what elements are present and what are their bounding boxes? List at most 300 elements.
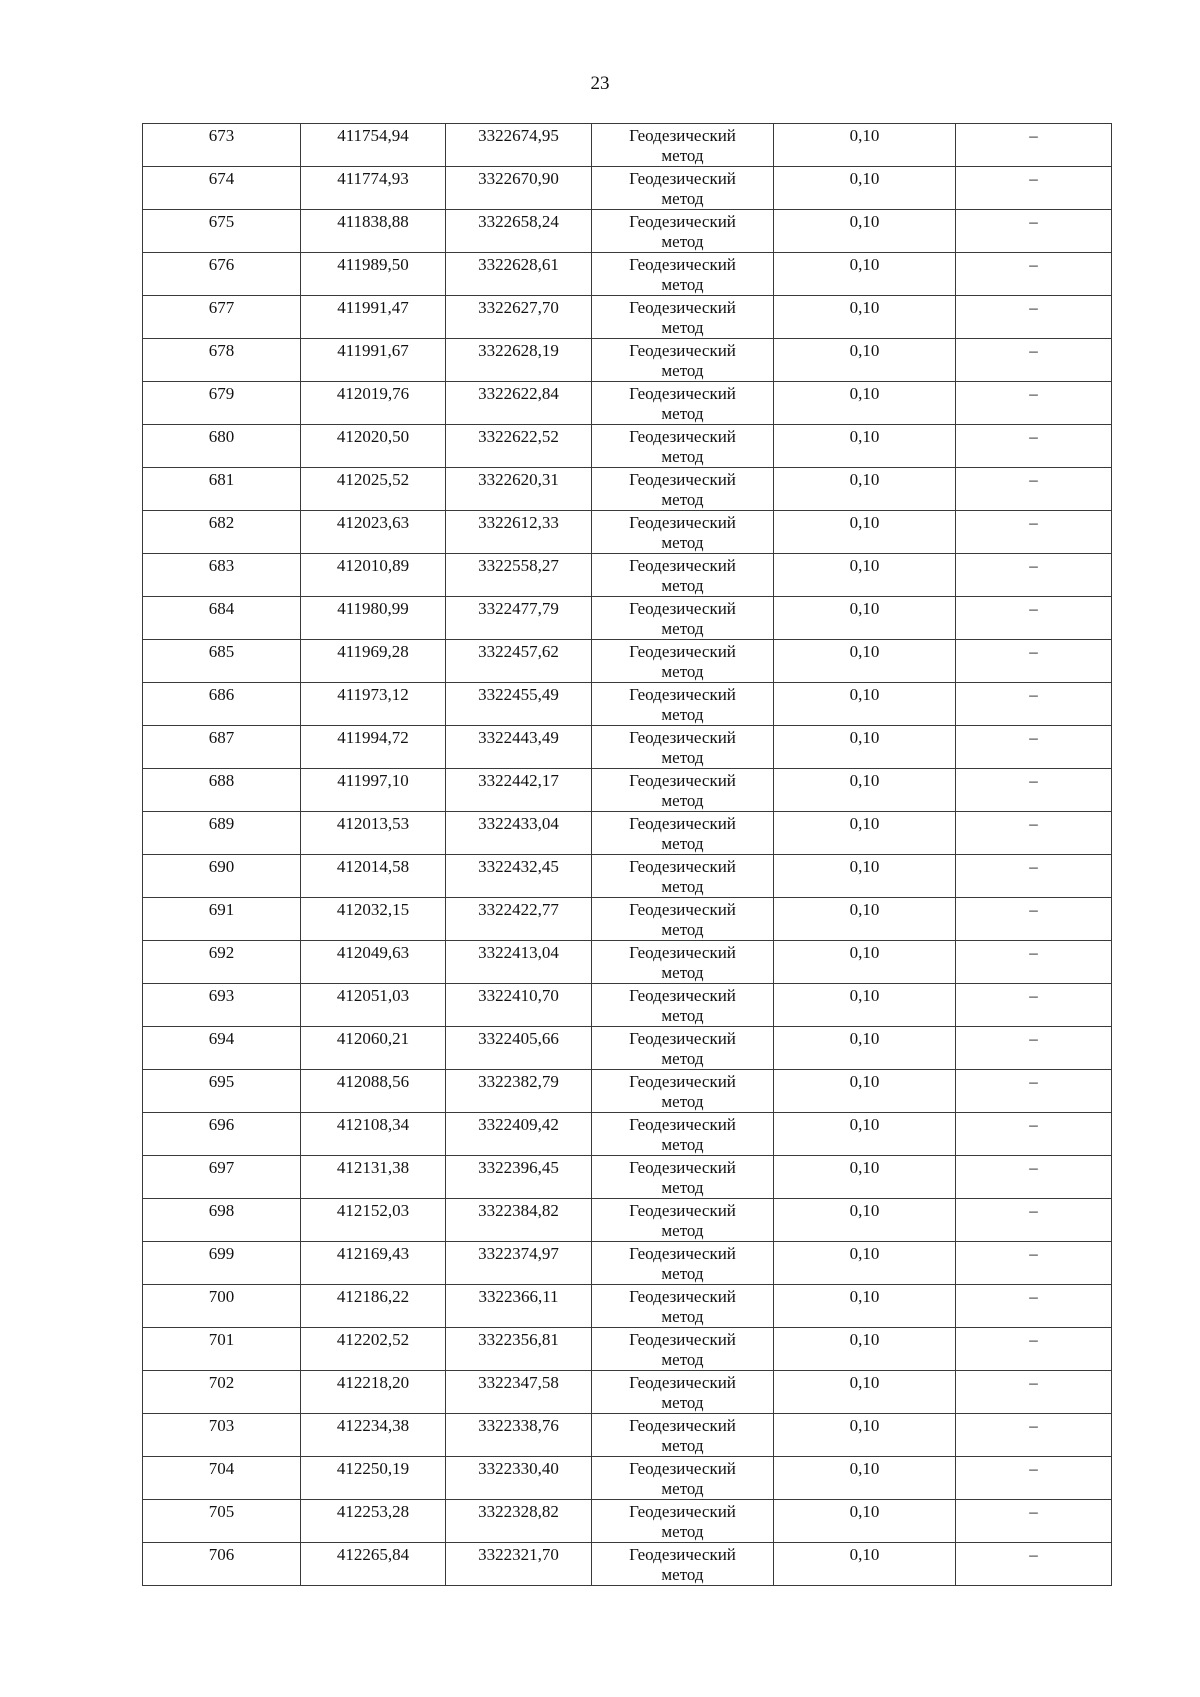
y-coordinate-cell-text: 3322670,90 bbox=[478, 169, 559, 188]
y-coordinate-cell bbox=[446, 425, 592, 468]
point-number-cell bbox=[143, 1414, 301, 1457]
note-cell bbox=[956, 769, 1112, 812]
x-coordinate-cell bbox=[301, 339, 446, 382]
accuracy-cell bbox=[774, 1070, 956, 1113]
table-row bbox=[143, 941, 1112, 984]
point-number-cell bbox=[143, 1199, 301, 1242]
y-coordinate-cell-text: 3322477,79 bbox=[478, 599, 559, 618]
accuracy-cell-text: 0,10 bbox=[849, 1373, 880, 1392]
y-coordinate-cell-text: 3322620,31 bbox=[478, 470, 559, 489]
method-line-2: метод bbox=[661, 576, 704, 595]
x-coordinate-cell-text: 411997,10 bbox=[337, 771, 409, 790]
note-cell-text: – bbox=[1029, 857, 1038, 876]
x-coordinate-cell-text: 412131,38 bbox=[336, 1158, 410, 1177]
method-line-2: метод bbox=[661, 834, 704, 853]
note-cell bbox=[956, 339, 1112, 382]
x-coordinate-cell bbox=[301, 1543, 446, 1586]
note-cell-text: – bbox=[1029, 1416, 1038, 1435]
table-row bbox=[143, 1457, 1112, 1500]
point-number-cell bbox=[143, 1500, 301, 1543]
point-number-cell-text: 696 bbox=[208, 1115, 235, 1134]
method-line-1: Геодезический bbox=[629, 943, 736, 962]
y-coordinate-cell-text: 3322384,82 bbox=[478, 1201, 559, 1220]
note-cell bbox=[956, 1113, 1112, 1156]
point-number-cell bbox=[143, 167, 301, 210]
point-number-cell-text: 677 bbox=[208, 298, 235, 317]
method-cell bbox=[592, 1156, 774, 1199]
y-coordinate-cell bbox=[446, 1070, 592, 1113]
point-number-cell-text: 678 bbox=[208, 341, 235, 360]
method-line-2: метод bbox=[661, 447, 704, 466]
point-number-cell-text: 684 bbox=[208, 599, 235, 618]
accuracy-cell bbox=[774, 167, 956, 210]
y-coordinate-cell bbox=[446, 855, 592, 898]
table-row bbox=[143, 425, 1112, 468]
y-coordinate-cell-text: 3322356,81 bbox=[478, 1330, 559, 1349]
coordinates-table bbox=[142, 123, 1112, 1586]
accuracy-cell bbox=[774, 1113, 956, 1156]
method-cell bbox=[592, 1500, 774, 1543]
method-cell bbox=[592, 1027, 774, 1070]
accuracy-cell bbox=[774, 1027, 956, 1070]
note-cell-text: – bbox=[1029, 212, 1038, 231]
note-cell-text: – bbox=[1029, 685, 1038, 704]
accuracy-cell bbox=[774, 554, 956, 597]
method-cell bbox=[592, 1371, 774, 1414]
note-cell-text: – bbox=[1029, 1244, 1038, 1263]
table-row bbox=[143, 1500, 1112, 1543]
note-cell-text: – bbox=[1029, 1158, 1038, 1177]
method-line-2: метод bbox=[661, 1178, 704, 1197]
x-coordinate-cell-text: 412152,03 bbox=[336, 1201, 410, 1220]
note-cell bbox=[956, 1156, 1112, 1199]
note-cell-text: – bbox=[1029, 298, 1038, 317]
method-cell bbox=[592, 1070, 774, 1113]
method-line-1: Геодезический bbox=[629, 1287, 736, 1306]
table-row bbox=[143, 382, 1112, 425]
method-cell bbox=[592, 339, 774, 382]
method-line-1: Геодезический bbox=[629, 1029, 736, 1048]
note-cell-text: – bbox=[1029, 900, 1038, 919]
note-cell-text: – bbox=[1029, 1459, 1038, 1478]
accuracy-cell-text: 0,10 bbox=[849, 470, 880, 489]
note-cell-text: – bbox=[1029, 943, 1038, 962]
point-number-cell bbox=[143, 941, 301, 984]
point-number-cell bbox=[143, 1285, 301, 1328]
method-cell bbox=[592, 554, 774, 597]
accuracy-cell-text: 0,10 bbox=[849, 857, 880, 876]
y-coordinate-cell bbox=[446, 296, 592, 339]
accuracy-cell-text: 0,10 bbox=[849, 642, 880, 661]
method-line-2: метод bbox=[661, 662, 704, 681]
accuracy-cell-text: 0,10 bbox=[849, 1287, 880, 1306]
table-row bbox=[143, 769, 1112, 812]
note-cell bbox=[956, 683, 1112, 726]
x-coordinate-cell bbox=[301, 1199, 446, 1242]
accuracy-cell bbox=[774, 769, 956, 812]
accuracy-cell-text: 0,10 bbox=[849, 771, 880, 790]
point-number-cell bbox=[143, 124, 301, 167]
note-cell bbox=[956, 898, 1112, 941]
table-row bbox=[143, 554, 1112, 597]
method-line-1: Геодезический bbox=[629, 1373, 736, 1392]
accuracy-cell-text: 0,10 bbox=[849, 298, 880, 317]
point-number-cell bbox=[143, 640, 301, 683]
point-number-cell-text: 691 bbox=[208, 900, 235, 919]
accuracy-cell bbox=[774, 1285, 956, 1328]
accuracy-cell bbox=[774, 941, 956, 984]
y-coordinate-cell bbox=[446, 640, 592, 683]
method-line-1: Геодезический bbox=[629, 1330, 736, 1349]
accuracy-cell-text: 0,10 bbox=[849, 384, 880, 403]
point-number-cell bbox=[143, 1113, 301, 1156]
y-coordinate-cell-text: 3322396,45 bbox=[478, 1158, 559, 1177]
note-cell bbox=[956, 1199, 1112, 1242]
method-cell bbox=[592, 984, 774, 1027]
point-number-cell-text: 683 bbox=[208, 556, 235, 575]
table-row bbox=[143, 296, 1112, 339]
method-line-2: метод bbox=[661, 1522, 704, 1541]
y-coordinate-cell-text: 3322627,70 bbox=[478, 298, 559, 317]
x-coordinate-cell bbox=[301, 468, 446, 511]
point-number-cell-text: 676 bbox=[208, 255, 235, 274]
y-coordinate-cell bbox=[446, 1543, 592, 1586]
point-number-cell-text: 682 bbox=[208, 513, 235, 532]
y-coordinate-cell bbox=[446, 1500, 592, 1543]
y-coordinate-cell bbox=[446, 726, 592, 769]
method-cell bbox=[592, 941, 774, 984]
note-cell-text: – bbox=[1029, 1502, 1038, 1521]
accuracy-cell-text: 0,10 bbox=[849, 126, 880, 145]
method-line-1: Геодезический bbox=[629, 642, 736, 661]
x-coordinate-cell bbox=[301, 1371, 446, 1414]
table-row bbox=[143, 1371, 1112, 1414]
method-line-1: Геодезический bbox=[629, 255, 736, 274]
point-number-cell bbox=[143, 1371, 301, 1414]
method-cell bbox=[592, 167, 774, 210]
point-number-cell bbox=[143, 984, 301, 1027]
note-cell bbox=[956, 1328, 1112, 1371]
point-number-cell-text: 681 bbox=[208, 470, 235, 489]
note-cell-text: – bbox=[1029, 513, 1038, 532]
method-cell bbox=[592, 1457, 774, 1500]
y-coordinate-cell bbox=[446, 339, 592, 382]
method-line-2: метод bbox=[661, 877, 704, 896]
table-row bbox=[143, 984, 1112, 1027]
x-coordinate-cell-text: 412020,50 bbox=[336, 427, 410, 446]
y-coordinate-cell bbox=[446, 1242, 592, 1285]
table-row bbox=[143, 124, 1112, 167]
method-cell bbox=[592, 640, 774, 683]
table-row bbox=[143, 1242, 1112, 1285]
table-row bbox=[143, 1070, 1112, 1113]
point-number-cell bbox=[143, 1328, 301, 1371]
y-coordinate-cell-text: 3322622,84 bbox=[478, 384, 559, 403]
y-coordinate-cell bbox=[446, 554, 592, 597]
note-cell bbox=[956, 296, 1112, 339]
point-number-cell bbox=[143, 554, 301, 597]
accuracy-cell bbox=[774, 683, 956, 726]
x-coordinate-cell-text: 411989,50 bbox=[337, 255, 409, 274]
table-row bbox=[143, 210, 1112, 253]
y-coordinate-cell-text: 3322442,17 bbox=[478, 771, 559, 790]
y-coordinate-cell-text: 3322338,76 bbox=[478, 1416, 559, 1435]
accuracy-cell-text: 0,10 bbox=[849, 1330, 880, 1349]
method-line-1: Геодезический bbox=[629, 513, 736, 532]
y-coordinate-cell bbox=[446, 1156, 592, 1199]
x-coordinate-cell-text: 412023,63 bbox=[336, 513, 410, 532]
x-coordinate-cell-text: 411994,72 bbox=[337, 728, 409, 747]
accuracy-cell-text: 0,10 bbox=[849, 1115, 880, 1134]
y-coordinate-cell-text: 3322374,97 bbox=[478, 1244, 559, 1263]
method-line-2: метод bbox=[661, 748, 704, 767]
note-cell bbox=[956, 167, 1112, 210]
y-coordinate-cell-text: 3322382,79 bbox=[478, 1072, 559, 1091]
note-cell-text: – bbox=[1029, 1545, 1038, 1564]
note-cell-text: – bbox=[1029, 1115, 1038, 1134]
point-number-cell bbox=[143, 382, 301, 425]
table-row bbox=[143, 1414, 1112, 1457]
note-cell-text: – bbox=[1029, 169, 1038, 188]
method-line-1: Геодезический bbox=[629, 1115, 736, 1134]
method-cell bbox=[592, 726, 774, 769]
table-row bbox=[143, 1156, 1112, 1199]
note-cell-text: – bbox=[1029, 642, 1038, 661]
method-cell bbox=[592, 511, 774, 554]
y-coordinate-cell bbox=[446, 683, 592, 726]
point-number-cell-text: 690 bbox=[208, 857, 235, 876]
point-number-cell bbox=[143, 769, 301, 812]
y-coordinate-cell bbox=[446, 382, 592, 425]
method-cell bbox=[592, 1414, 774, 1457]
point-number-cell-text: 700 bbox=[208, 1287, 235, 1306]
method-cell bbox=[592, 382, 774, 425]
x-coordinate-cell bbox=[301, 898, 446, 941]
accuracy-cell-text: 0,10 bbox=[849, 986, 880, 1005]
note-cell-text: – bbox=[1029, 341, 1038, 360]
method-cell bbox=[592, 1199, 774, 1242]
x-coordinate-cell-text: 412014,58 bbox=[336, 857, 410, 876]
point-number-cell-text: 704 bbox=[208, 1459, 235, 1478]
point-number-cell-text: 701 bbox=[208, 1330, 235, 1349]
method-line-1: Геодезический bbox=[629, 1416, 736, 1435]
point-number-cell-text: 687 bbox=[208, 728, 235, 747]
page-number: 23 bbox=[590, 73, 610, 94]
note-cell bbox=[956, 812, 1112, 855]
accuracy-cell-text: 0,10 bbox=[849, 255, 880, 274]
point-number-cell bbox=[143, 1156, 301, 1199]
point-number-cell-text: 692 bbox=[208, 943, 235, 962]
y-coordinate-cell bbox=[446, 511, 592, 554]
method-cell bbox=[592, 1242, 774, 1285]
method-line-2: метод bbox=[661, 1006, 704, 1025]
note-cell bbox=[956, 382, 1112, 425]
method-line-2: метод bbox=[661, 1393, 704, 1412]
point-number-cell-text: 674 bbox=[208, 169, 235, 188]
method-cell bbox=[592, 1285, 774, 1328]
note-cell-text: – bbox=[1029, 771, 1038, 790]
note-cell-text: – bbox=[1029, 728, 1038, 747]
note-cell-text: – bbox=[1029, 986, 1038, 1005]
accuracy-cell bbox=[774, 984, 956, 1027]
method-cell bbox=[592, 1543, 774, 1586]
x-coordinate-cell-text: 412234,38 bbox=[336, 1416, 410, 1435]
y-coordinate-cell bbox=[446, 1199, 592, 1242]
y-coordinate-cell-text: 3322455,49 bbox=[478, 685, 559, 704]
point-number-cell-text: 675 bbox=[208, 212, 235, 231]
note-cell-text: – bbox=[1029, 1201, 1038, 1220]
accuracy-cell-text: 0,10 bbox=[849, 341, 880, 360]
point-number-cell-text: 697 bbox=[208, 1158, 235, 1177]
point-number-cell bbox=[143, 898, 301, 941]
method-line-2: метод bbox=[661, 1350, 704, 1369]
method-line-2: метод bbox=[661, 1565, 704, 1584]
method-line-1: Геодезический bbox=[629, 1545, 736, 1564]
accuracy-cell-text: 0,10 bbox=[849, 1545, 880, 1564]
x-coordinate-cell-text: 412013,53 bbox=[336, 814, 410, 833]
y-coordinate-cell bbox=[446, 1457, 592, 1500]
x-coordinate-cell bbox=[301, 1285, 446, 1328]
note-cell bbox=[956, 984, 1112, 1027]
method-line-1: Геодезический bbox=[629, 126, 736, 145]
x-coordinate-cell bbox=[301, 554, 446, 597]
method-line-1: Геодезический bbox=[629, 857, 736, 876]
note-cell-text: – bbox=[1029, 384, 1038, 403]
note-cell bbox=[956, 1070, 1112, 1113]
method-cell bbox=[592, 296, 774, 339]
point-number-cell bbox=[143, 339, 301, 382]
y-coordinate-cell-text: 3322612,33 bbox=[478, 513, 559, 532]
y-coordinate-cell-text: 3322628,19 bbox=[478, 341, 559, 360]
accuracy-cell-text: 0,10 bbox=[849, 169, 880, 188]
accuracy-cell-text: 0,10 bbox=[849, 427, 880, 446]
accuracy-cell-text: 0,10 bbox=[849, 599, 880, 618]
y-coordinate-cell bbox=[446, 1328, 592, 1371]
x-coordinate-cell-text: 411838,88 bbox=[337, 212, 409, 231]
point-number-cell-text: 693 bbox=[208, 986, 235, 1005]
x-coordinate-cell-text: 412253,28 bbox=[336, 1502, 410, 1521]
note-cell-text: – bbox=[1029, 599, 1038, 618]
x-coordinate-cell bbox=[301, 640, 446, 683]
method-line-2: метод bbox=[661, 920, 704, 939]
table-row bbox=[143, 1027, 1112, 1070]
method-cell bbox=[592, 683, 774, 726]
accuracy-cell bbox=[774, 1500, 956, 1543]
x-coordinate-cell-text: 411980,99 bbox=[337, 599, 409, 618]
point-number-cell-text: 703 bbox=[208, 1416, 235, 1435]
point-number-cell-text: 694 bbox=[208, 1029, 235, 1048]
y-coordinate-cell-text: 3322558,27 bbox=[478, 556, 559, 575]
point-number-cell-text: 698 bbox=[208, 1201, 235, 1220]
table-row bbox=[143, 468, 1112, 511]
x-coordinate-cell bbox=[301, 855, 446, 898]
note-cell bbox=[956, 124, 1112, 167]
x-coordinate-cell-text: 412032,15 bbox=[336, 900, 410, 919]
method-line-1: Геодезический bbox=[629, 1158, 736, 1177]
method-cell bbox=[592, 124, 774, 167]
y-coordinate-cell-text: 3322622,52 bbox=[478, 427, 559, 446]
accuracy-cell bbox=[774, 726, 956, 769]
note-cell bbox=[956, 554, 1112, 597]
y-coordinate-cell bbox=[446, 812, 592, 855]
method-line-2: метод bbox=[661, 1436, 704, 1455]
accuracy-cell-text: 0,10 bbox=[849, 728, 880, 747]
point-number-cell-text: 688 bbox=[208, 771, 235, 790]
accuracy-cell-text: 0,10 bbox=[849, 1244, 880, 1263]
accuracy-cell bbox=[774, 1242, 956, 1285]
y-coordinate-cell-text: 3322321,70 bbox=[478, 1545, 559, 1564]
accuracy-cell-text: 0,10 bbox=[849, 1502, 880, 1521]
y-coordinate-cell bbox=[446, 1371, 592, 1414]
x-coordinate-cell bbox=[301, 167, 446, 210]
x-coordinate-cell bbox=[301, 210, 446, 253]
y-coordinate-cell-text: 3322674,95 bbox=[478, 126, 559, 145]
method-line-1: Геодезический bbox=[629, 556, 736, 575]
y-coordinate-cell bbox=[446, 769, 592, 812]
y-coordinate-cell-text: 3322413,04 bbox=[478, 943, 559, 962]
x-coordinate-cell bbox=[301, 597, 446, 640]
method-line-2: метод bbox=[661, 705, 704, 724]
x-coordinate-cell bbox=[301, 1113, 446, 1156]
y-coordinate-cell bbox=[446, 898, 592, 941]
note-cell bbox=[956, 855, 1112, 898]
y-coordinate-cell-text: 3322347,58 bbox=[478, 1373, 559, 1392]
method-line-1: Геодезический bbox=[629, 212, 736, 231]
y-coordinate-cell bbox=[446, 1113, 592, 1156]
point-number-cell bbox=[143, 296, 301, 339]
x-coordinate-cell-text: 411969,28 bbox=[337, 642, 409, 661]
point-number-cell bbox=[143, 683, 301, 726]
method-cell bbox=[592, 210, 774, 253]
method-line-1: Геодезический bbox=[629, 986, 736, 1005]
x-coordinate-cell bbox=[301, 812, 446, 855]
note-cell bbox=[956, 597, 1112, 640]
point-number-cell bbox=[143, 1070, 301, 1113]
y-coordinate-cell bbox=[446, 468, 592, 511]
note-cell-text: – bbox=[1029, 1072, 1038, 1091]
method-line-2: метод bbox=[661, 963, 704, 982]
method-line-2: метод bbox=[661, 404, 704, 423]
y-coordinate-cell-text: 3322328,82 bbox=[478, 1502, 559, 1521]
x-coordinate-cell bbox=[301, 124, 446, 167]
note-cell bbox=[956, 511, 1112, 554]
method-line-2: метод bbox=[661, 361, 704, 380]
accuracy-cell bbox=[774, 511, 956, 554]
y-coordinate-cell-text: 3322658,24 bbox=[478, 212, 559, 231]
y-coordinate-cell-text: 3322405,66 bbox=[478, 1029, 559, 1048]
accuracy-cell bbox=[774, 339, 956, 382]
table-row bbox=[143, 253, 1112, 296]
table-row bbox=[143, 726, 1112, 769]
x-coordinate-cell bbox=[301, 1500, 446, 1543]
note-cell-text: – bbox=[1029, 556, 1038, 575]
point-number-cell-text: 679 bbox=[208, 384, 235, 403]
note-cell-text: – bbox=[1029, 1330, 1038, 1349]
y-coordinate-cell bbox=[446, 1285, 592, 1328]
x-coordinate-cell-text: 412088,56 bbox=[336, 1072, 410, 1091]
accuracy-cell-text: 0,10 bbox=[849, 1029, 880, 1048]
method-line-2: метод bbox=[661, 533, 704, 552]
method-line-1: Геодезический bbox=[629, 1459, 736, 1478]
x-coordinate-cell bbox=[301, 1328, 446, 1371]
accuracy-cell bbox=[774, 296, 956, 339]
x-coordinate-cell bbox=[301, 1242, 446, 1285]
table-row bbox=[143, 1285, 1112, 1328]
point-number-cell-text: 686 bbox=[208, 685, 235, 704]
accuracy-cell-text: 0,10 bbox=[849, 685, 880, 704]
y-coordinate-cell bbox=[446, 124, 592, 167]
y-coordinate-cell bbox=[446, 597, 592, 640]
